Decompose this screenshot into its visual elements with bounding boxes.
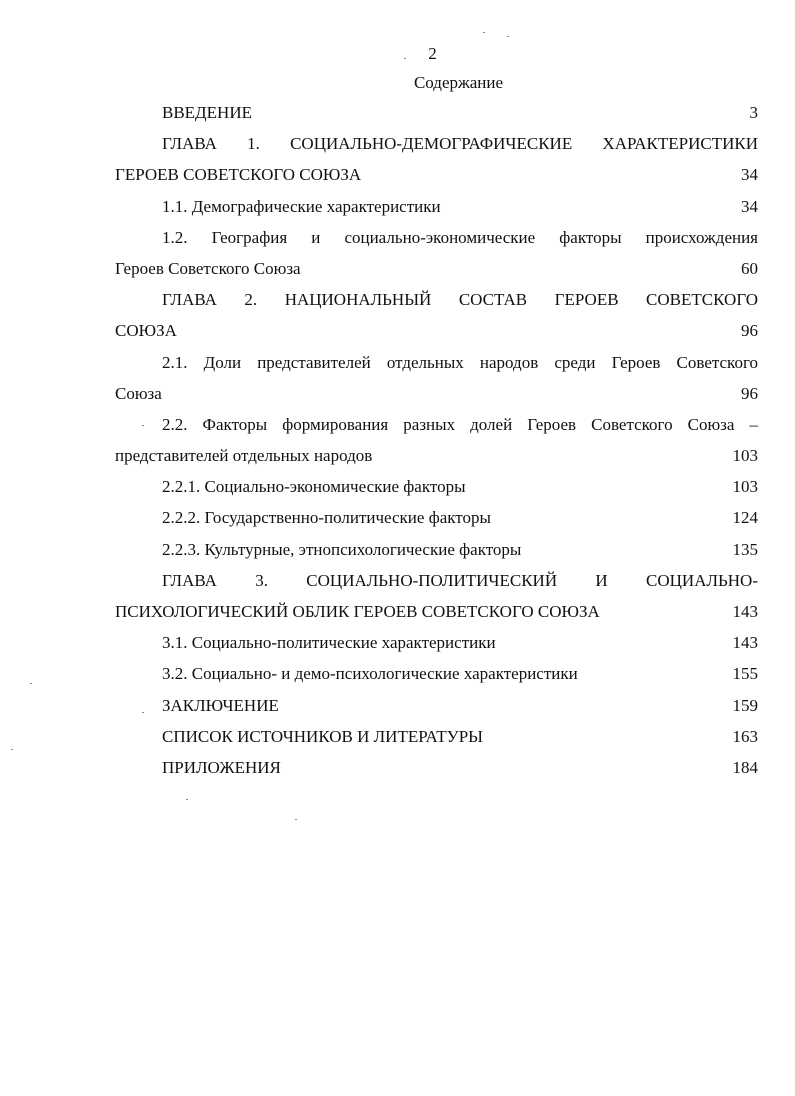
toc-entry-line bbox=[115, 103, 758, 123]
toc-entry-line bbox=[115, 290, 758, 310]
toc-page-number: 135 bbox=[732, 539, 758, 559]
toc-page-number: 34 bbox=[741, 165, 758, 185]
toc-entry-text: ГЛАВА 2. НАЦИОНАЛЬНЫЙ СОСТАВ ГЕРОЕВ СОВЕТСКОГО bbox=[162, 290, 758, 310]
toc-page-number: 103 bbox=[732, 477, 758, 497]
toc-page-number: 143 bbox=[732, 602, 758, 621]
toc-page-number: 3 bbox=[749, 103, 758, 122]
toc-page-number: 103 bbox=[732, 446, 758, 466]
toc-entry-line bbox=[115, 446, 758, 466]
toc-entry-text: ГЛАВА 3. СОЦИАЛЬНО-ПОЛИТИЧЕСКИЙ И СОЦИАЛЬНО- bbox=[162, 570, 758, 590]
toc-page-number: 155 bbox=[732, 664, 758, 684]
toc-entry-line bbox=[115, 508, 758, 528]
toc-page-number: 159 bbox=[732, 695, 758, 715]
toc-entry-line bbox=[115, 259, 758, 279]
toc-entry-text: Союза bbox=[115, 383, 162, 403]
toc-entry-text: 1.1. Демографические характеристики bbox=[162, 196, 441, 216]
toc-entry-line bbox=[115, 134, 758, 154]
toc-entry-line bbox=[115, 477, 758, 497]
toc-entry-text: ГЕРОЕВ СОВЕТСКОГО СОЮЗА bbox=[115, 165, 362, 185]
toc-entry-text: ПРИЛОЖЕНИЯ bbox=[162, 757, 281, 777]
scan-speck bbox=[483, 32, 485, 33]
toc-entry-text: 2.2. Факторы формирования разных долей Героев Советского Союза – bbox=[162, 414, 758, 434]
toc-entry-line bbox=[115, 384, 758, 404]
toc-entry-line bbox=[115, 353, 758, 373]
toc-entry-text: 2.2.3. Культурные, этнопсихологические факторы bbox=[162, 539, 522, 559]
toc-entry-line bbox=[115, 165, 758, 185]
toc-entry-text: 2.2.2. Государственно-политические факторы bbox=[162, 508, 491, 528]
toc-entry-text: 2.1. Доли представителей отдельных народов среди Героев Советского bbox=[162, 352, 758, 372]
toc-entry-text: представителей отдельных народов bbox=[115, 446, 373, 466]
toc-entry-text: ЗАКЛЮЧЕНИЕ bbox=[162, 695, 279, 715]
toc-entry-line bbox=[115, 633, 758, 653]
table-of-contents bbox=[115, 103, 758, 789]
toc-page-number: 124 bbox=[732, 508, 758, 528]
toc-entry-text: СПИСОК ИСТОЧНИКОВ И ЛИТЕРАТУРЫ bbox=[162, 726, 483, 746]
toc-page-number: 163 bbox=[732, 726, 758, 746]
toc-page-number: 60 bbox=[741, 258, 758, 278]
scan-speck bbox=[404, 58, 406, 59]
toc-entry-text: 3.2. Социально- и демо-психологические характеристики bbox=[162, 664, 578, 684]
toc-entry-text: ГЛАВА 1. СОЦИАЛЬНО-ДЕМОГРАФИЧЕСКИЕ ХАРАКТЕРИСТИКИ bbox=[162, 134, 758, 154]
toc-entry-line bbox=[115, 228, 758, 248]
toc-entry-text: 1.2. География и социально-экономические факторы происхождения bbox=[162, 227, 758, 247]
scan-speck bbox=[507, 36, 509, 37]
toc-page-number: 143 bbox=[732, 633, 758, 653]
toc-entry-line bbox=[115, 727, 758, 747]
toc-entry-line bbox=[115, 602, 758, 622]
toc-entry-line bbox=[115, 696, 758, 716]
toc-entry-line bbox=[115, 664, 758, 684]
toc-entry-line bbox=[115, 321, 758, 341]
toc-entry-line bbox=[115, 758, 758, 778]
page-number: 2 bbox=[428, 44, 437, 63]
toc-entry-text: ВВЕДЕНИЕ bbox=[162, 103, 252, 122]
scan-speck bbox=[11, 749, 13, 750]
toc-entry-text: СОЮЗА bbox=[115, 321, 177, 341]
toc-page-number: 34 bbox=[741, 196, 758, 216]
page-title: Содержание bbox=[413, 73, 504, 92]
scan-speck bbox=[295, 819, 297, 820]
toc-page-number: 184 bbox=[732, 757, 758, 777]
scan-speck bbox=[186, 799, 188, 800]
toc-page-number: 96 bbox=[741, 383, 758, 403]
toc-entry-line bbox=[115, 415, 758, 435]
toc-entry-line bbox=[115, 197, 758, 217]
scan-speck bbox=[30, 683, 32, 684]
toc-entry-text: 2.2.1. Социально-экономические факторы bbox=[162, 477, 466, 497]
scan-speck bbox=[142, 425, 144, 426]
toc-entry-text: Героев Советского Союза bbox=[115, 258, 301, 278]
toc-page-number: 96 bbox=[741, 321, 758, 341]
toc-entry-line bbox=[115, 571, 758, 591]
scan-speck bbox=[142, 712, 144, 713]
toc-entry-text: 3.1. Социально-политические характеристики bbox=[162, 633, 496, 653]
toc-entry-text: ПСИХОЛОГИЧЕСКИЙ ОБЛИК ГЕРОЕВ СОВЕТСКОГО СОЮЗА bbox=[115, 602, 600, 621]
toc-entry-line bbox=[115, 540, 758, 560]
